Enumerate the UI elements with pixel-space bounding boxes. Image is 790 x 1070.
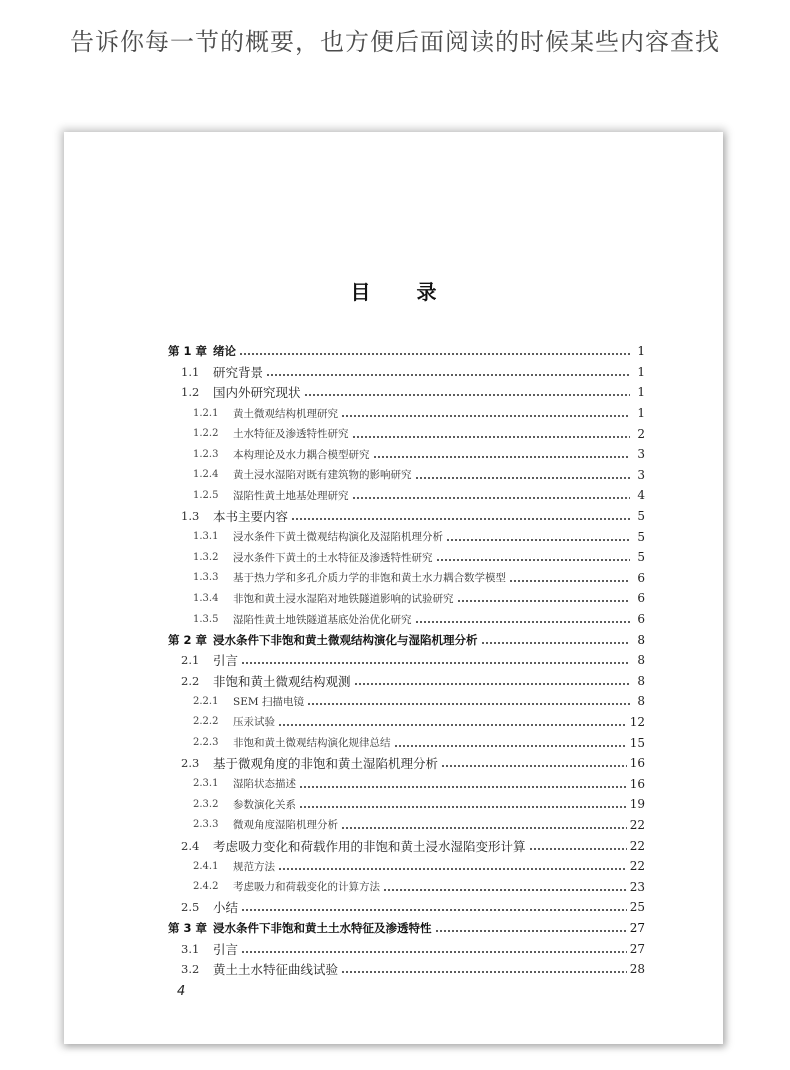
dot-leader xyxy=(341,819,627,831)
toc-entry-page: 22 xyxy=(629,817,645,832)
toc-entry-title: 非饱和黄土微观结构演化规律总结 xyxy=(233,737,391,750)
toc-entry-page: 28 xyxy=(629,962,645,977)
dot-leader xyxy=(436,551,631,563)
toc-entry-title: 非饱和黄土浸水湿陷对地铁隧道影响的试验研究 xyxy=(233,592,454,605)
toc-entry-number: 2.4.2 xyxy=(193,881,219,893)
toc-section-entry xyxy=(168,650,645,671)
toc-chapter-entry xyxy=(168,918,645,939)
toc-entry-title: 绪论 xyxy=(213,344,236,359)
toc-entry-title: 浸水条件下黄土的土水特征及渗透特性研究 xyxy=(233,551,433,564)
toc-entry-page: 8 xyxy=(637,653,645,668)
toc-entry-page: 3 xyxy=(637,467,645,482)
toc-entry-title: SEM 扫描电镜 xyxy=(233,695,304,708)
toc-entry-number: 2.3.2 xyxy=(193,798,219,810)
toc-entry-number: 2.2.1 xyxy=(193,695,219,707)
toc-entry-number: 2.3.3 xyxy=(193,819,219,831)
toc-subsection-entry xyxy=(168,794,645,815)
toc-entry-page: 1 xyxy=(637,364,645,379)
toc-subsection-entry xyxy=(168,526,645,547)
dot-leader xyxy=(394,737,627,749)
dot-leader xyxy=(299,778,627,790)
toc-section-entry xyxy=(168,753,645,774)
toc-entry-title: 规范方法 xyxy=(233,860,275,873)
dot-leader xyxy=(352,428,631,440)
title-char-1: 目 xyxy=(350,280,371,304)
toc-section-entry xyxy=(168,506,645,527)
toc-entry-title: 黄土土水特征曲线试验 xyxy=(213,962,339,978)
toc-entry-title: 基于微观角度的非饱和黄土湿陷机理分析 xyxy=(213,756,439,772)
toc-entry-title: 国内外研究现状 xyxy=(213,385,301,401)
toc-subsection-entry xyxy=(168,547,645,568)
toc-entry-title: 湿陷性黄土地基处理研究 xyxy=(233,489,349,502)
toc-subsection-entry xyxy=(168,773,645,794)
toc-entry-title: 黄土浸水湿陷对既有建筑物的影响研究 xyxy=(233,469,412,482)
toc-section-entry xyxy=(168,835,645,856)
toc-entry-page: 25 xyxy=(629,900,645,915)
dot-leader xyxy=(529,840,627,852)
dot-leader xyxy=(241,654,630,666)
toc-entry-page: 5 xyxy=(637,529,645,544)
toc-section-entry xyxy=(168,897,645,918)
toc-entry-page: 8 xyxy=(637,632,645,647)
toc-section-entry xyxy=(168,938,645,959)
toc-entry-page: 3 xyxy=(637,447,645,462)
dot-leader xyxy=(441,757,627,769)
toc-entry-number: 第 2 章 xyxy=(168,632,208,647)
dot-leader xyxy=(373,448,631,460)
toc-entry-page: 15 xyxy=(629,735,645,750)
toc-entry-title: 湿陷性黄土地铁隧道基底处治优化研究 xyxy=(233,613,412,626)
toc-entry-title: 基于热力学和多孔介质力学的非饱和黄土水力耦合数学模型 xyxy=(233,572,506,585)
toc-entry-number: 2.2 xyxy=(181,673,200,688)
toc-entry-number: 1.3.2 xyxy=(193,551,219,563)
toc-entry-page: 23 xyxy=(629,879,645,894)
toc-entry-number: 1.3.1 xyxy=(193,531,219,543)
dot-leader xyxy=(457,592,631,604)
toc-subsection-entry xyxy=(168,712,645,733)
toc-subsection-entry xyxy=(168,815,645,836)
toc-entry-number: 1.2.3 xyxy=(193,448,219,460)
toc-chapter-entry xyxy=(168,341,645,362)
title-char-2: 录 xyxy=(416,280,437,304)
toc-entry-number: 1.3.5 xyxy=(193,613,219,625)
toc-entry-page: 6 xyxy=(637,612,645,627)
toc-entry-title: 引言 xyxy=(213,653,239,669)
toc-entry-number: 第 3 章 xyxy=(168,920,208,935)
toc-subsection-entry xyxy=(168,568,645,589)
toc-entry-title: 研究背景 xyxy=(213,364,264,380)
toc-entry-page: 5 xyxy=(637,550,645,565)
dot-leader xyxy=(383,881,627,893)
toc-entry-number: 1.2.2 xyxy=(193,428,219,440)
toc-entry-title: 参数演化关系 xyxy=(233,798,296,811)
dot-leader xyxy=(241,943,627,955)
toc-subsection-entry xyxy=(168,691,645,712)
dot-leader xyxy=(341,963,627,975)
toc-entry-title: 浸水条件下非饱和黄土土水特征及渗透特性 xyxy=(213,920,432,935)
toc-entry-page: 22 xyxy=(629,838,645,853)
dot-leader xyxy=(435,922,627,934)
toc-entry-number: 1.2.4 xyxy=(193,469,219,481)
toc-entry-page: 16 xyxy=(629,776,645,791)
dot-leader xyxy=(299,798,627,810)
dot-leader xyxy=(307,695,630,707)
toc-entry-number: 2.3.1 xyxy=(193,778,219,790)
toc-entry-title: 本书主要内容 xyxy=(213,509,289,525)
toc-subsection-entry xyxy=(168,856,645,877)
toc-entry-number: 1.2 xyxy=(181,385,200,400)
toc-entry-title: 土水特征及渗透特性研究 xyxy=(233,428,349,441)
dot-leader xyxy=(415,469,631,481)
toc-entry-number: 2.2.2 xyxy=(193,716,219,728)
toc-chapter-entry xyxy=(168,629,645,650)
dot-leader xyxy=(446,531,630,543)
table-of-contents xyxy=(168,341,645,979)
toc-entry-title: 黄土微观结构机理研究 xyxy=(233,407,338,420)
dot-leader xyxy=(239,345,630,357)
toc-entry-number: 1.2.1 xyxy=(193,407,219,419)
toc-entry-number: 2.4.1 xyxy=(193,860,219,872)
toc-entry-page: 1 xyxy=(637,406,645,421)
toc-entry-number: 2.3 xyxy=(181,756,200,771)
toc-subsection-entry xyxy=(168,609,645,630)
toc-entry-page: 8 xyxy=(637,694,645,709)
toc-subsection-entry xyxy=(168,423,645,444)
toc-entry-title: 考虑吸力变化和荷载作用的非饱和黄土浸水湿陷变形计算 xyxy=(213,838,526,854)
toc-entry-number: 1.3 xyxy=(181,509,200,524)
toc-entry-title: 小结 xyxy=(213,900,239,916)
toc-subsection-entry xyxy=(168,485,645,506)
toc-entry-page: 4 xyxy=(637,488,645,503)
toc-entry-number: 1.3.3 xyxy=(193,572,219,584)
toc-entry-page: 6 xyxy=(637,570,645,585)
toc-subsection-entry xyxy=(168,588,645,609)
dot-leader xyxy=(354,675,630,687)
toc-entry-number: 1.1 xyxy=(181,364,200,379)
toc-subsection-entry xyxy=(168,732,645,753)
toc-entry-number: 1.3.4 xyxy=(193,592,219,604)
toc-entry-number: 2.5 xyxy=(181,900,200,915)
dot-leader xyxy=(415,613,631,625)
toc-entry-page: 27 xyxy=(629,941,645,956)
dot-leader xyxy=(509,572,630,584)
toc-entry-page: 1 xyxy=(637,344,645,359)
toc-subsection-entry xyxy=(168,403,645,424)
toc-subsection-entry xyxy=(168,876,645,897)
toc-entry-title: 非饱和黄土微观结构观测 xyxy=(213,673,351,689)
promo-caption: 告诉你每一节的概要，也方便后面阅读的时候某些内容查找 xyxy=(70,28,720,56)
dot-leader xyxy=(241,901,627,913)
toc-section-entry xyxy=(168,671,645,692)
dot-leader xyxy=(341,407,630,419)
page-number: 4 xyxy=(177,984,186,999)
toc-entry-number: 2.2.3 xyxy=(193,737,219,749)
toc-entry-page: 8 xyxy=(637,673,645,688)
dot-leader xyxy=(481,634,631,646)
toc-entry-page: 5 xyxy=(637,509,645,524)
toc-entry-title: 微观角度湿陷机理分析 xyxy=(233,819,338,832)
toc-entry-title: 本构理论及水力耦合模型研究 xyxy=(233,448,370,461)
dot-leader xyxy=(291,510,630,522)
toc-section-entry xyxy=(168,362,645,383)
dot-leader xyxy=(278,860,627,872)
toc-entry-page: 6 xyxy=(637,591,645,606)
toc-subsection-entry xyxy=(168,465,645,486)
toc-entry-page: 2 xyxy=(637,426,645,441)
toc-entry-title: 考虑吸力和荷载变化的计算方法 xyxy=(233,881,380,894)
toc-section-entry xyxy=(168,959,645,980)
toc-entry-page: 16 xyxy=(629,756,645,771)
toc-entry-title: 湿陷状态描述 xyxy=(233,778,296,791)
toc-entry-title: 压汞试验 xyxy=(233,716,275,729)
toc-entry-number: 2.1 xyxy=(181,653,200,668)
page-title xyxy=(64,276,723,305)
toc-entry-number: 3.2 xyxy=(181,962,200,977)
toc-entry-page: 27 xyxy=(629,920,645,935)
toc-entry-number: 3.1 xyxy=(181,941,200,956)
toc-entry-title: 浸水条件下黄土微观结构演化及湿陷机理分析 xyxy=(233,531,443,544)
toc-entry-page: 19 xyxy=(629,797,645,812)
toc-entry-number: 2.4 xyxy=(181,838,200,853)
toc-entry-title: 引言 xyxy=(213,941,239,957)
toc-section-entry xyxy=(168,382,645,403)
book-page xyxy=(64,132,723,1044)
toc-entry-number: 第 1 章 xyxy=(168,344,208,359)
dot-leader xyxy=(266,366,630,378)
dot-leader xyxy=(352,489,631,501)
dot-leader xyxy=(304,386,630,398)
toc-entry-page: 12 xyxy=(629,714,645,729)
dot-leader xyxy=(278,716,627,728)
toc-entry-title: 浸水条件下非饱和黄土微观结构演化与湿陷机理分析 xyxy=(213,632,478,647)
toc-subsection-entry xyxy=(168,444,645,465)
toc-entry-page: 1 xyxy=(637,385,645,400)
toc-entry-page: 22 xyxy=(629,859,645,874)
toc-entry-number: 1.2.5 xyxy=(193,489,219,501)
